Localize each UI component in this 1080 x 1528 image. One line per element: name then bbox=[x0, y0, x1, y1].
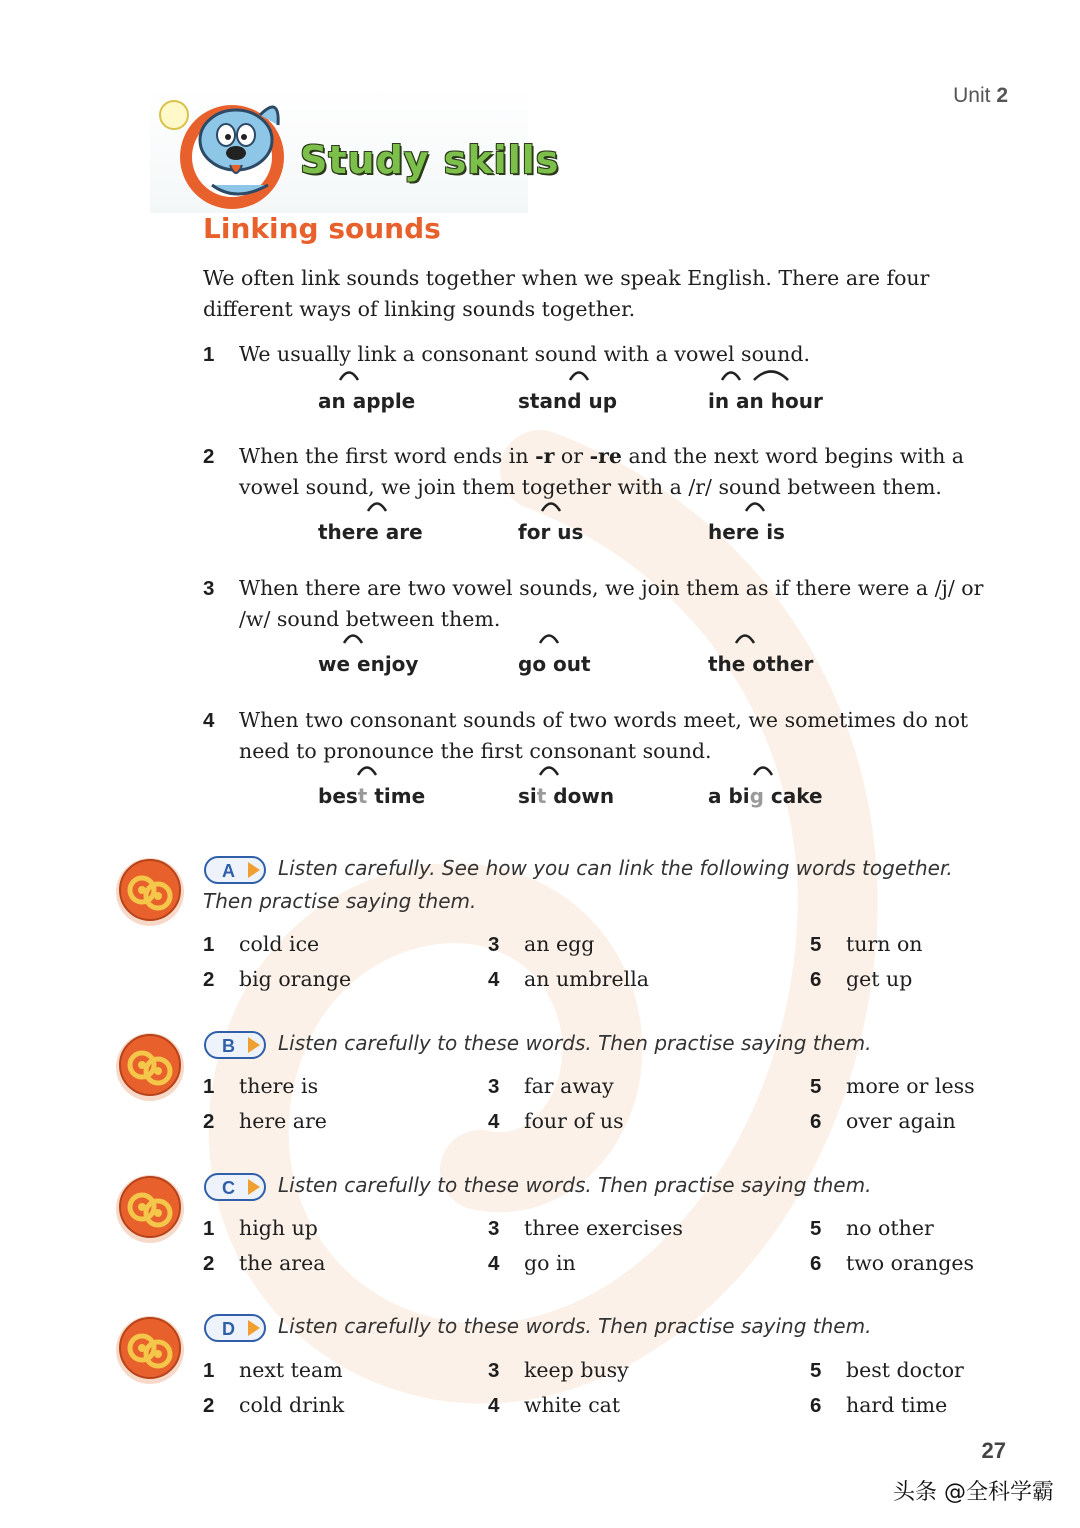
list-item: 5 no other bbox=[810, 1216, 934, 1240]
example-sit-down: sit down bbox=[518, 784, 614, 808]
list-item: 4 go in bbox=[488, 1251, 576, 1275]
headphones-icon[interactable] bbox=[108, 852, 192, 936]
example-we-enjoy: we enjoy bbox=[318, 652, 418, 676]
headphones-icon[interactable] bbox=[108, 1027, 192, 1111]
list-item: 2 cold drink bbox=[203, 1393, 345, 1417]
list-item: 1 there is bbox=[203, 1074, 319, 1098]
exercise-instruction: Listen carefully to these words. Then practise saying them. bbox=[278, 1314, 872, 1338]
dog-mascot-icon bbox=[150, 85, 320, 213]
headphones-icon[interactable] bbox=[108, 1169, 192, 1253]
list-item: 4 four of us bbox=[488, 1109, 624, 1133]
list-item: 6 hard time bbox=[810, 1393, 948, 1417]
example-best-time: best time bbox=[318, 784, 425, 808]
list-item: 1 next team bbox=[203, 1358, 343, 1382]
page-number: 27 bbox=[981, 1438, 1006, 1463]
list-item: 6 two oranges bbox=[810, 1251, 974, 1275]
banner-title: Study skills bbox=[300, 138, 560, 182]
list-item: 5 best doctor bbox=[810, 1358, 964, 1382]
list-item: 3 keep busy bbox=[488, 1358, 629, 1382]
list-item: 6 get up bbox=[810, 967, 913, 991]
list-item: 4 white cat bbox=[488, 1393, 621, 1417]
example-the-other: the other bbox=[708, 652, 813, 676]
rule-number: 3 bbox=[203, 577, 215, 600]
rule-number: 1 bbox=[203, 343, 215, 366]
list-item: 2 big orange bbox=[203, 967, 352, 991]
exercise-instruction: Listen carefully to these words. Then practise saying them. bbox=[278, 1031, 872, 1055]
unit-label: Unit 2 bbox=[953, 84, 1008, 107]
list-item: 5 more or less bbox=[810, 1074, 975, 1098]
svg-text:A: A bbox=[222, 861, 235, 881]
list-item: 2 here are bbox=[203, 1109, 327, 1133]
watermark-text: 头条 @全科学霸 bbox=[893, 1480, 1054, 1505]
example-a-big-cake: a big cake bbox=[708, 784, 823, 808]
list-item: 5 turn on bbox=[810, 932, 923, 956]
list-item: 6 over again bbox=[810, 1109, 956, 1133]
example-go-out: go out bbox=[518, 652, 591, 676]
list-item: 1 high up bbox=[203, 1216, 318, 1240]
example-here-is: here is bbox=[708, 520, 785, 544]
exercise-instruction: Listen carefully to these words. Then practise saying them. bbox=[278, 1173, 872, 1197]
list-item: 3 three exercises bbox=[488, 1216, 683, 1240]
list-item: 3 an egg bbox=[488, 932, 595, 956]
example-for-us: for us bbox=[518, 520, 583, 544]
svg-text:D: D bbox=[222, 1319, 235, 1339]
svg-text:C: C bbox=[222, 1178, 235, 1198]
section-title: Linking sounds bbox=[203, 212, 441, 245]
example-stand-up: stand up bbox=[518, 389, 617, 413]
list-item: 3 far away bbox=[488, 1074, 614, 1098]
svg-text:B: B bbox=[222, 1036, 235, 1056]
list-item: 4 an umbrella bbox=[488, 967, 649, 991]
rule-text: When two consonant sounds of two words meet, we sometimes do not need to pronounce the first consonant sound. bbox=[239, 708, 969, 763]
example-there-are: there are bbox=[318, 520, 423, 544]
example-in-an-hour: in an hour bbox=[708, 389, 823, 413]
list-item: 2 the area bbox=[203, 1251, 326, 1275]
rule-text: When the first word ends in -r or -re and the next word begins with a vowel sound, we join them together with a /r/ sound between them. bbox=[239, 444, 965, 499]
rule-text: When there are two vowel sounds, we join them as if there were a /j/ or /w/ sound between them. bbox=[239, 576, 984, 631]
example-an-apple: an apple bbox=[318, 389, 415, 413]
rule-number: 2 bbox=[203, 445, 215, 468]
list-item: 1 cold ice bbox=[203, 932, 320, 956]
exercise-instruction: Listen carefully. See how you can link the following words together. Then practise saying them. bbox=[203, 856, 953, 913]
rule-text: We usually link a consonant sound with a vowel sound. bbox=[239, 342, 810, 366]
rule-number: 4 bbox=[203, 709, 215, 732]
intro-paragraph: We often link sounds together when we speak English. There are four different ways of linking sounds together. bbox=[203, 266, 930, 321]
headphones-icon[interactable] bbox=[108, 1310, 192, 1394]
